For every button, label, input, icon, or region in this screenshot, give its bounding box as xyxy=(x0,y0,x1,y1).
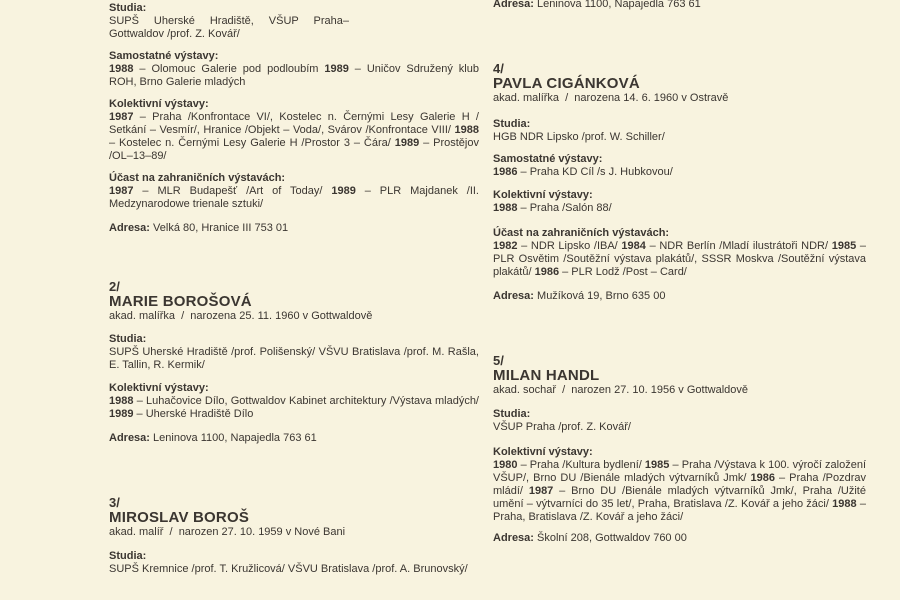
entry-2-kolektivni xyxy=(109,382,479,421)
section-text: HGB NDR Lipsko /prof. W. Schiller/ xyxy=(493,131,665,143)
entry-3-studia xyxy=(109,550,479,576)
section-label: Studia: xyxy=(493,408,531,420)
year: 1984 xyxy=(621,240,646,252)
section-text: VŠUP Praha /prof. Z. Kovář/ xyxy=(493,421,631,433)
address: Adresa: Mužíková 19, Brno 635 00 xyxy=(493,290,666,302)
entry-prev-adresa xyxy=(493,0,866,11)
artist-subtitle: akad. sochař / narozen 27. 10. 1956 v Gottwaldově xyxy=(493,384,748,396)
section-text: 1982 – NDR Lipsko /IBA/ 1984 – NDR Berlín /Mladí ilustrátoři NDR/ 1985 – PLR Osvětim /Soutěžní výstava plakátů/, SSSR Moskva /Soutěžní výstava plakátů/ 1986 – PLR Lodž /Post – Card/ xyxy=(493,240,867,278)
section-label: Samostatné výstavy: xyxy=(109,50,219,62)
section-text: SUPŠ Kremnice /prof. T. Kružlicová/ VŠVU Bratislava /prof. A. Brunovský/ xyxy=(109,563,468,575)
entry-1-zahranicni xyxy=(109,172,479,211)
address: Adresa: Školní 208, Gottwaldov 760 00 xyxy=(493,532,687,544)
artist-subtitle: akad. malířka / narozena 25. 11. 1960 v Gottwaldově xyxy=(109,310,373,322)
year: 1988 xyxy=(109,63,134,75)
entry-2-studia xyxy=(109,333,479,372)
year: 1989 xyxy=(324,63,349,75)
section-text: 1980 – Praha /Kultura bydlení/ 1985 – Praha /Výstava k 100. výročí založení VŠUP/, Brno DU /Bienále mladých výtvarníků Jmk/ 1986 – Praha /Pozdrav mládí/ 1987 – Brno DU /Bienále mladých výtvarníků Jmk/, Praha /Užité umění – výtvarníci do 35 let/, Praha, Bratislava /Z. Kovář a jeho žáci/ 1988 – Praha, Bratislava /Z. Kovář a jeho žáci/ xyxy=(493,459,867,523)
section-text: 1988 – Praha /Salón 88/ xyxy=(493,202,612,214)
entry-4-studia xyxy=(493,118,866,144)
address-label: Adresa: xyxy=(109,432,150,444)
artist-subtitle: akad. malíř / narozen 27. 10. 1959 v Nové Bani xyxy=(109,526,346,538)
section-text: 1988 – Olomouc Galerie pod podloubím 1989 – Uničov Sdružený klub ROH, Brno Galerie mladých xyxy=(109,63,479,88)
section-text: 1988 – Luhačovice Dílo, Gottwaldov Kabinet architektury /Výstava mladých/ 1989 – Uherské Hradiště Dílo xyxy=(109,395,479,420)
entry-number: 3/ xyxy=(109,495,120,510)
artist-name: MILAN HANDL xyxy=(493,367,600,384)
artist-name: MARIE BOROŠOVÁ xyxy=(109,293,252,310)
section-label: Studia: xyxy=(493,118,531,130)
year: 1988 xyxy=(454,124,479,136)
entry-number: 4/ xyxy=(493,61,504,76)
year: 1980 xyxy=(493,459,518,471)
entry-1-kolektivni xyxy=(109,98,479,163)
entry-number: 2/ xyxy=(109,279,120,294)
year: 1986 xyxy=(750,472,775,484)
year: 1987 xyxy=(528,485,554,497)
section-text: SUPŠ Uherské Hradiště, VŠUP Praha–Gottwaldov /prof. Z. Kovář/ xyxy=(109,15,349,40)
entry-5-studia xyxy=(493,408,866,434)
address: Adresa: Leninova 1100, Napajedla 763 61 xyxy=(493,0,701,10)
entry-4-samostatne xyxy=(493,153,866,179)
entry-4-header xyxy=(493,62,866,105)
section-label: Studia: xyxy=(109,2,147,14)
address-label: Adresa: xyxy=(109,222,150,234)
address: Adresa: Leninova 1100, Napajedla 763 61 xyxy=(109,432,317,444)
entry-1-studia xyxy=(109,2,479,41)
section-label: Kolektivní výstavy: xyxy=(493,189,593,201)
year: 1987 xyxy=(109,111,134,123)
entry-number: 5/ xyxy=(493,353,504,368)
artist-name: PAVLA CIGÁNKOVÁ xyxy=(493,75,640,92)
entry-5-adresa xyxy=(493,532,866,545)
entry-4-zahranicni xyxy=(493,227,866,279)
section-label: Studia: xyxy=(109,333,147,345)
section-label: Kolektivní výstavy: xyxy=(493,446,593,458)
artist-subtitle: akad. malířka / narozena 14. 6. 1960 v Ostravě xyxy=(493,92,729,104)
section-label: Studia: xyxy=(109,550,147,562)
entry-5-header xyxy=(493,354,866,397)
entry-5-kolektivni xyxy=(493,446,866,524)
year: 1988 xyxy=(832,498,857,510)
section-label: Samostatné výstavy: xyxy=(493,153,603,165)
section-text: 1986 – Praha KD Cíl /s J. Hubkovou/ xyxy=(493,166,673,178)
year: 1985 xyxy=(831,240,857,252)
year: 1986 xyxy=(493,166,518,178)
entry-3-header xyxy=(109,496,479,539)
year: 1989 xyxy=(109,408,134,420)
address-label: Adresa: xyxy=(493,532,534,544)
year: 1988 xyxy=(109,395,134,407)
artist-name: MIROSLAV BOROŠ xyxy=(109,509,250,526)
entry-2-adresa xyxy=(109,432,479,445)
year: 1989 xyxy=(394,137,420,149)
year: 1985 xyxy=(644,459,670,471)
section-text: 1987 – MLR Budapešť /Art of Today/ 1989 – PLR Majdanek /II. Medzynarodowe trienale sztuki/ xyxy=(109,185,479,210)
section-label: Účast na zahraničních výstavách: xyxy=(109,172,286,184)
address: Adresa: Velká 80, Hranice III 753 01 xyxy=(109,222,289,234)
entry-2-header xyxy=(109,280,479,323)
address-label: Adresa: xyxy=(493,290,534,302)
year: 1988 xyxy=(493,202,518,214)
year: 1986 xyxy=(534,266,560,278)
entry-1-adresa xyxy=(109,222,479,235)
year: 1989 xyxy=(331,185,356,197)
entry-4-kolektivni xyxy=(493,189,866,215)
section-label: Kolektivní výstavy: xyxy=(109,98,209,110)
section-text: 1987 – Praha /Konfrontace VI/, Kostelec n. Černými Lesy Galerie H / Setkání – Vesmír/, Hranice /Objekt – Voda/, Svárov /Konfrontace VIII/ 1988 – Kostelec n. Černými Lesy Galerie H /Prostor 3 – Čára/ 1989 – Prostějov /OL–13–89/ xyxy=(109,111,479,162)
section-text: SUPŠ Uherské Hradiště /prof. Polišenský/ VŠVU Bratislava /prof. M. Rašla, E. Tallin, R. Kermik/ xyxy=(109,346,479,371)
entry-4-adresa xyxy=(493,290,866,303)
entry-1-samostatne xyxy=(109,50,479,89)
year: 1982 xyxy=(493,240,518,252)
section-label: Účast na zahraničních výstavách: xyxy=(493,227,670,239)
section-label: Kolektivní výstavy: xyxy=(109,382,209,394)
address-label: Adresa: xyxy=(493,0,534,10)
year: 1987 xyxy=(109,185,134,197)
